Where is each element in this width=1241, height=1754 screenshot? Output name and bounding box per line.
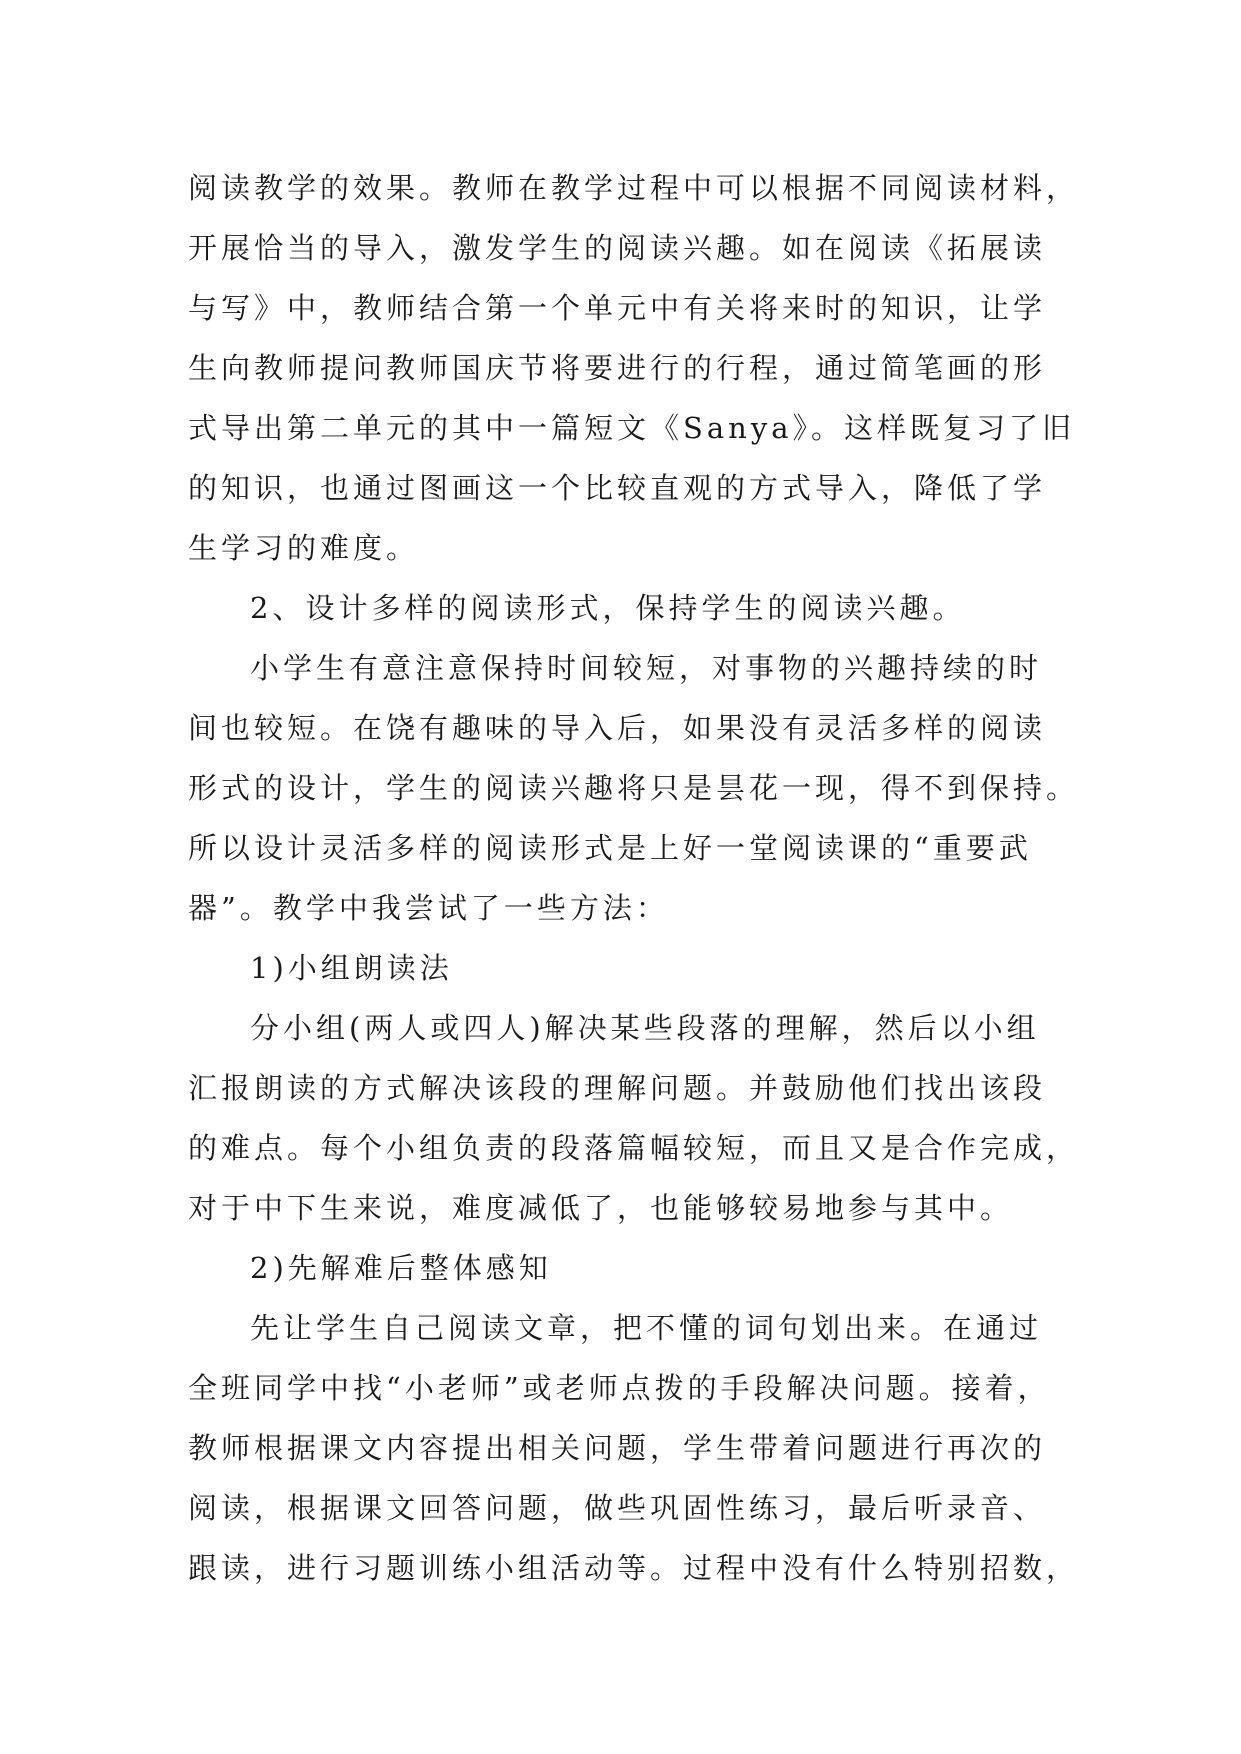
text-line: 所以设计灵活多样的阅读形式是上好一堂阅读课的“重要武 — [188, 831, 1032, 865]
method-heading: 2)先解难后整体感知 — [250, 1251, 552, 1285]
text-line: 跟读，进行习题训练小组活动等。过程中没有什么特别招数， — [188, 1551, 1080, 1585]
text-line: 的难点。每个小组负责的段落篇幅较短，而且又是合作完成， — [188, 1131, 1080, 1165]
document-body — [188, 158, 1088, 1598]
text-line: 式导出第二单元的其中一篇短文《Sanya》。这样既复习了旧 — [188, 411, 1076, 445]
text-line: 阅读教学的效果。教师在教学过程中可以根据不同阅读材料， — [188, 171, 1080, 205]
text-line: 汇报朗读的方式解决该段的理解问题。并鼓励他们找出该段 — [188, 1071, 1047, 1105]
text-line: 教师根据课文内容提出相关问题，学生带着问题进行再次的 — [188, 1431, 1047, 1465]
text-line: 间也较短。在饶有趣味的导入后，如果没有灵活多样的阅读 — [188, 711, 1047, 745]
text-line: 全班同学中找“小老师”或老师点拨的手段解决问题。接着， — [188, 1371, 1051, 1405]
section-heading: 2、设计多样的阅读形式，保持学生的阅读兴趣。 — [250, 591, 966, 625]
text-line: 阅读，根据课文回答问题，做些巩固性练习，最后听录音、 — [188, 1491, 1047, 1525]
text-line: 对于中下生来说，难度减低了，也能够较易地参与其中。 — [188, 1191, 1014, 1225]
text-line: 的知识，也通过图画这一个比较直观的方式导入，降低了学 — [188, 471, 1047, 505]
paragraph-start: 小学生有意注意保持时间较短，对事物的兴趣持续的时 — [250, 651, 1043, 685]
paragraph-start: 分小组(两人或四人)解决某些段落的理解，然后以小组 — [250, 1011, 1040, 1045]
text-line: 生向教师提问教师国庆节将要进行的行程，通过简笔画的形 — [188, 351, 1047, 385]
text-line: 与写》中，教师结合第一个单元中有关将来时的知识，让学 — [188, 291, 1047, 325]
method-heading: 1)小组朗读法 — [250, 951, 453, 985]
text-line: 形式的设计，学生的阅读兴趣将只是昙花一现，得不到保持。 — [188, 771, 1080, 805]
text-line: 生学习的难度。 — [188, 531, 420, 565]
paragraph-start: 先让学生自己阅读文章，把不懂的词句划出来。在通过 — [250, 1311, 1043, 1345]
text-line: 开展恰当的导入，激发学生的阅读兴趣。如在阅读《拓展读 — [188, 231, 1047, 265]
text-line: 器”。教学中我尝试了一些方法： — [188, 891, 669, 925]
